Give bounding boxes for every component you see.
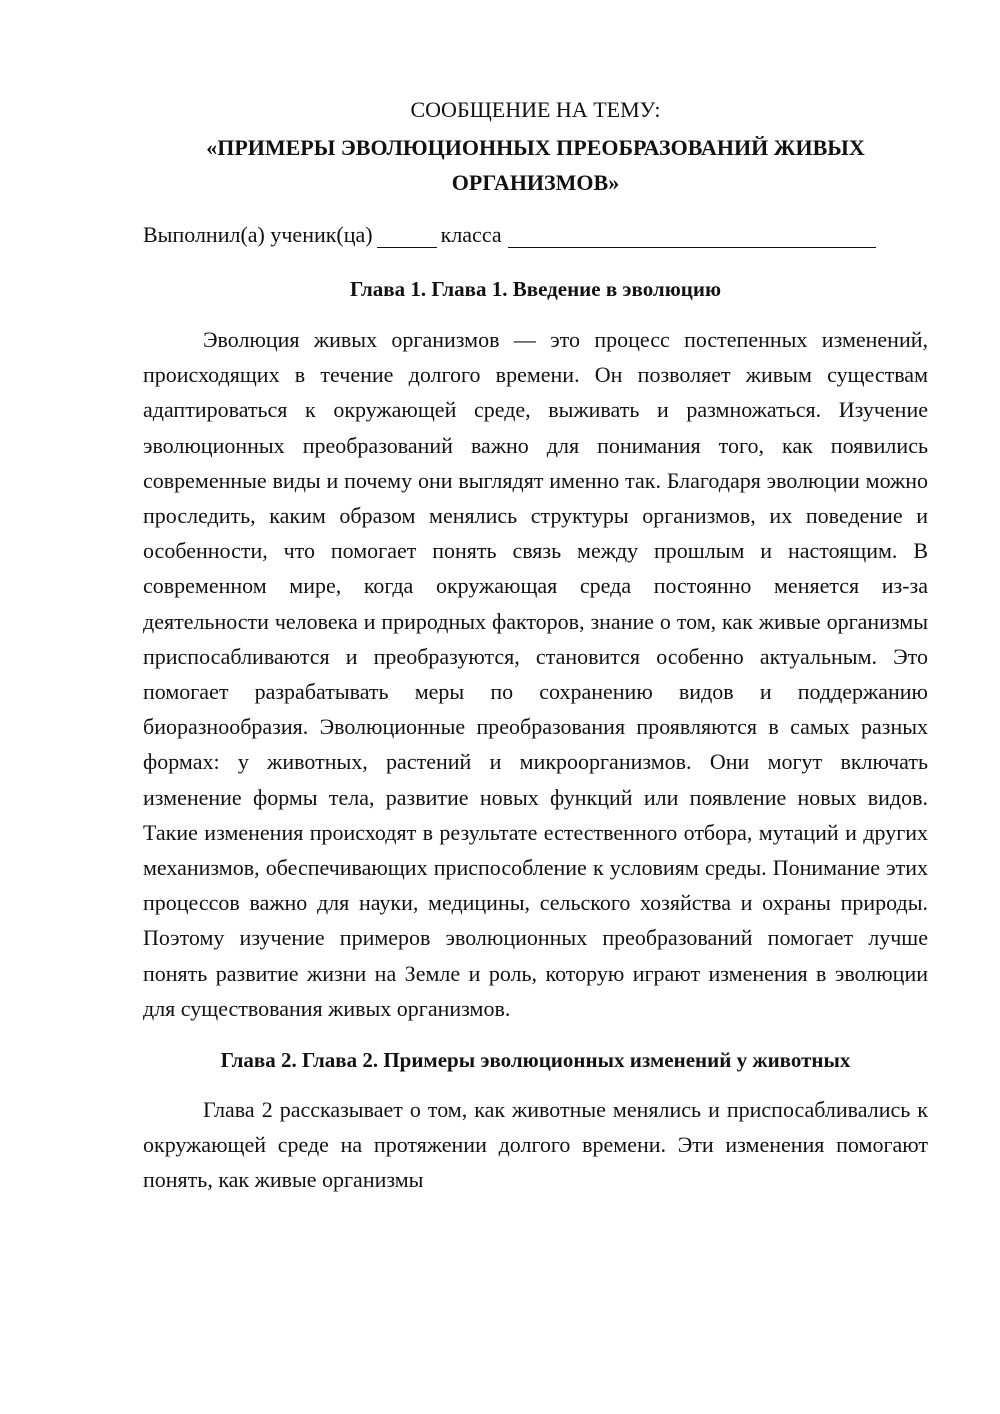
performed-label: Выполнил(а) ученик(ца) (143, 222, 373, 247)
class-number-blank (377, 225, 437, 248)
student-name-blank (508, 225, 876, 248)
chapter-2-paragraph: Глава 2 рассказывает о том, как животные менялись и приспосабливались к окружающей среде на протяжении долгого времени. Эти изменения помогают понять, как живые организмы (143, 1097, 928, 1193)
document-title: «ПРИМЕРЫ ЭВОЛЮЦИОННЫХ ПРЕОБРАЗОВАНИЙ ЖИВЫХ ОРГАНИЗМОВ» (206, 135, 865, 195)
document-header: СООБЩЕНИЕ НА ТЕМУ: (410, 97, 661, 122)
class-label: класса (440, 222, 502, 247)
chapter-1-heading: Глава 1. Глава 1. Введение в эволюцию (350, 277, 721, 301)
author-line (143, 217, 928, 253)
chapter-2-heading: Глава 2. Глава 2. Примеры эволюционных изменений у животных (220, 1048, 851, 1073)
chapter-1-paragraph: Эволюция живых организмов — это процесс постепенных изменений, происходящих в течение долгого времени. Он позволяет живым существам адаптироваться к окружающей среде, выживать и размножаться. Изучение эволюционных преобразований важно для понимания того, как появились современные виды и почему они выглядят именно так. Благодаря эволюции можно проследить, каким образом менялись структуры организмов, их поведение и особенности, что помогает понять связь между прошлым и настоящим. В современном мире, когда окружающая среда постоянно меняется из-за деятельности человека и природных факторов, знание о том, как живые организмы приспосабливаются и преобразуются, становится особенно актуальным. Это помогает разрабатывать меры по сохранению видов и поддержанию биоразнообразия. Эволюционные преобразования проявляются в самых разных формах: у животных, растений и микроорганизмов. Они могут включать изменение формы тела, развитие новых функций или появление новых видов. Такие изменения происходят в результате естественного отбора, мутаций и других механизмов, обеспечивающих приспособление к условиям среды. Понимание этих процессов важно для науки, медицины, сельского хозяйства и охраны природы. Поэтому изучение примеров эволюционных преобразований помогает лучше понять развитие жизни на Земле и роль, которую играют изменения в эволюции для существования живых организмов. (143, 327, 928, 1021)
document-page (143, 92, 928, 1198)
